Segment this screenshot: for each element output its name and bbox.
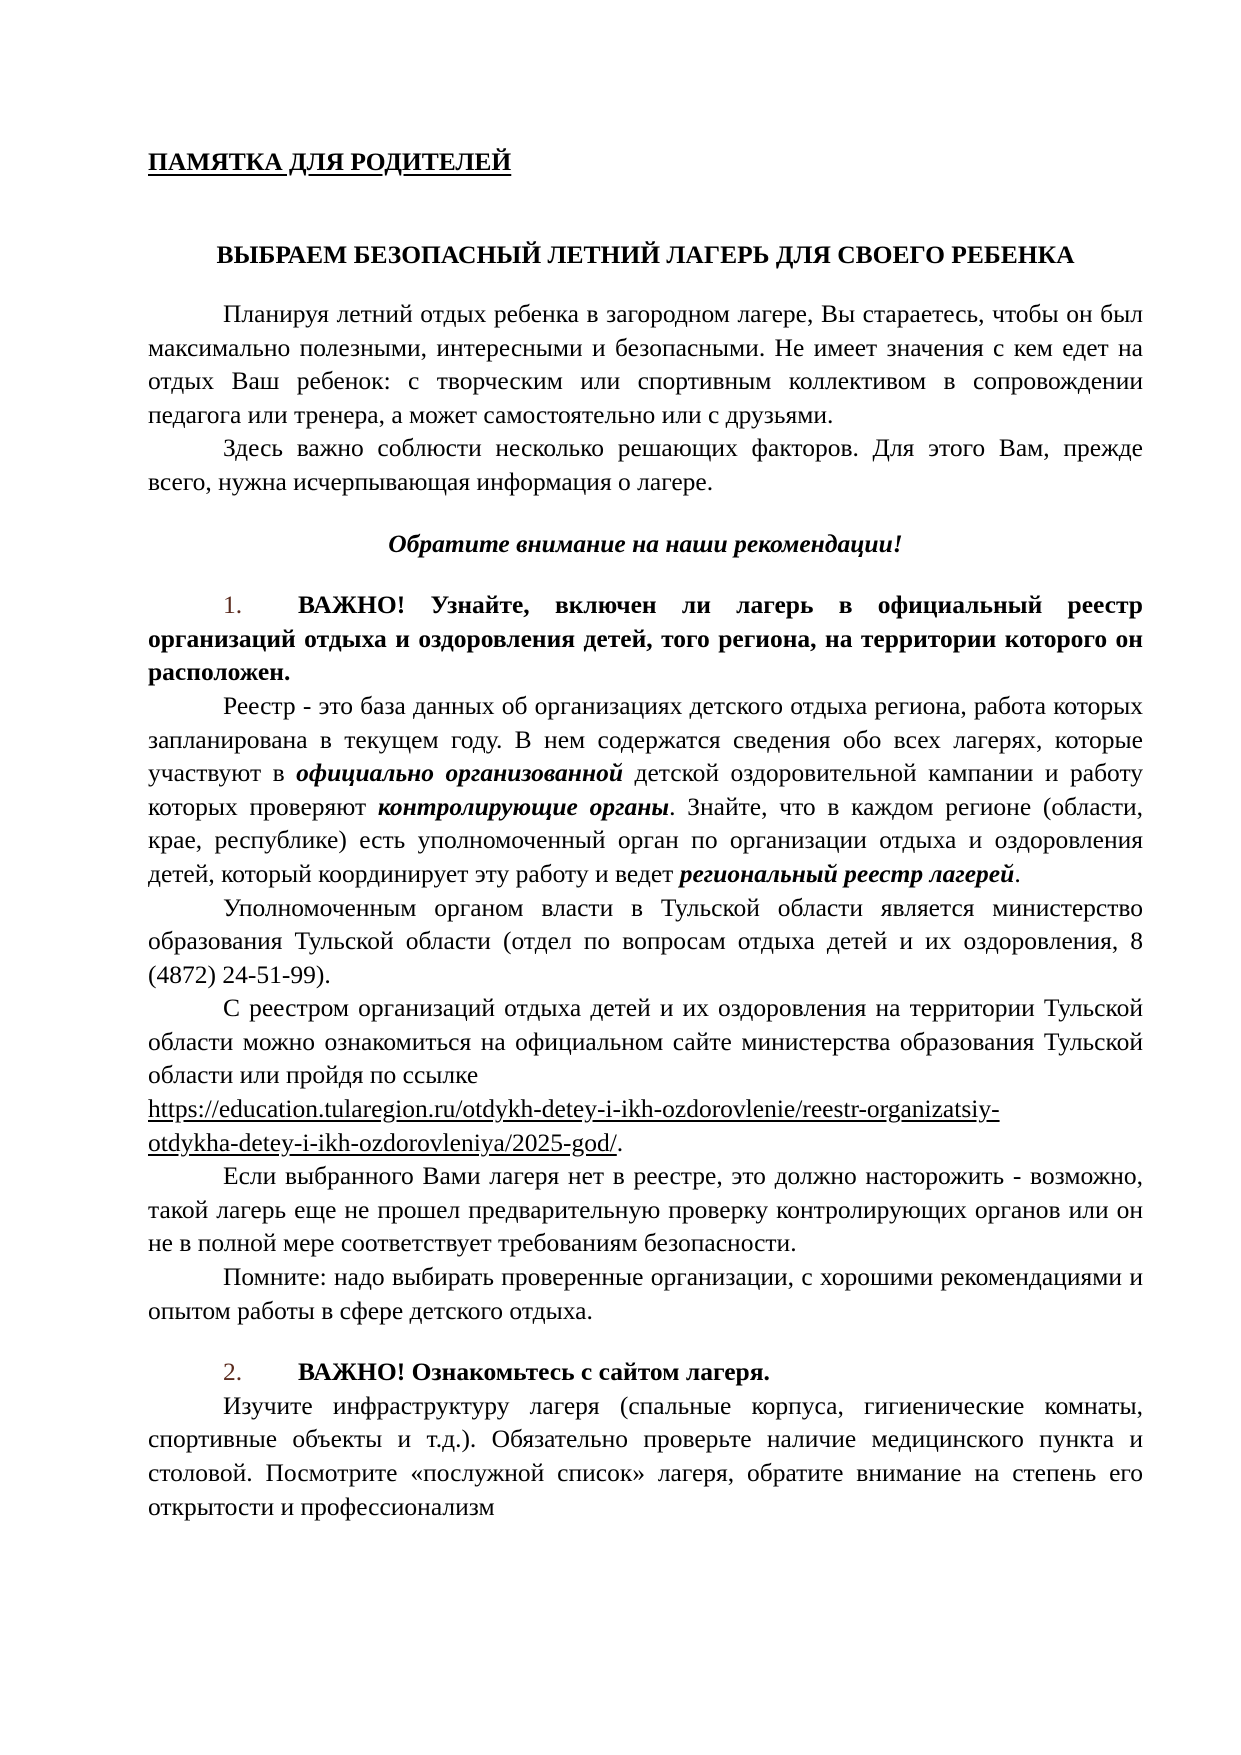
section-number: 2.: [223, 1357, 243, 1387]
section-number: 1.: [223, 590, 243, 620]
text-run: . Знайте, что в каждом регионе (области, крае, республике) есть уполномоченный орган по организации отдыха и оздоровления детей, который координирует эту работу и ведет: [148, 791, 1144, 888]
intro-paragraph: Здесь важно соблюсти несколько решающих факторов. Для этого Вам, прежде всего, нужна исчерпывающая информация о лагере.: [148, 433, 1143, 496]
document-subtitle: ВЫБРАЕМ БЕЗОПАСНЫЙ ЛЕТНИЙ ЛАГЕРЬ ДЛЯ СВОЕГО РЕБЕНКА: [216, 240, 1075, 269]
spacer: [148, 560, 1143, 588]
registry-link-line: [148, 1092, 1143, 1126]
attention-note: Обратите внимание на наши рекомендации!: [388, 528, 903, 558]
website-paragraph: Изучите инфраструктуру лагеря (спальные корпуса, гигиенические комнаты, спортивные объекты и т.д.). Обязательно проверьте наличие медицинского пункта и столовой. Посмотрите «послужной список» лагеря, обратите внимание на степень его открытости и профессионализм: [148, 1390, 1143, 1521]
emphasis-text: контролирующие органы: [377, 791, 670, 821]
reminder-paragraph: Помните: надо выбирать проверенные организации, с хорошими рекомендациями и опытом работы в сфере детского отдыха.: [148, 1262, 1143, 1325]
registry-link[interactable]: https://education.tularegion.ru/otdykh-detey-i-ikh-ozdorovlenie/reestr-organizatsiy-: [148, 1094, 1000, 1124]
text-run: детской оздоровительной кампании и работу которых проверяют: [148, 758, 1144, 821]
text-run: Реестр - это база данных об организациях детского отдыха региона, работа которых запланирована в текущем году. В нем содержатся сведения обо всех лагерях, которые участвуют в: [148, 690, 1143, 788]
spacer: [148, 1327, 1143, 1355]
registry-link-line: [148, 1126, 1143, 1160]
emphasis-text: официально организованной: [296, 758, 624, 788]
document-title: ПАМЯТКА ДЛЯ РОДИТЕЛЕЙ: [148, 147, 512, 176]
intro-paragraph: Планируя летний отдых ребенка в загородном лагере, Вы стараетесь, чтобы он был максимально полезными, интересными и безопасными. Не имеет значения с кем едет на отдых Ваш ребенок: с творческим или спортивным коллективом в сопровождении педагога или тренера, а может самостоятельно или с друзьями.: [148, 299, 1143, 429]
warning-paragraph: Если выбранного Вами лагеря нет в реестре, это должно насторожить - возможно, такой лагерь еще не прошел предварительную проверку контролирующих органов или он не в полной мере соответствует требованиям безопасности.: [148, 1161, 1143, 1258]
section-heading-2: [148, 1355, 1143, 1389]
authority-paragraph: Уполномоченным органом власти в Тульской области является министерство образования Тульской области (отдел по вопросам отдыха детей и их оздоровления, 8 (4872) 24-51-99).: [148, 892, 1143, 989]
registry-link[interactable]: otdykha-detey-i-ikh-ozdorovleniya/2025-god/: [148, 1127, 617, 1157]
section-heading-text: ВАЖНО! Ознакомьтесь с сайтом лагеря.: [298, 1357, 770, 1387]
registry-paragraph: [148, 689, 1143, 891]
section-heading-1: [148, 588, 1143, 689]
section-heading-text: ВАЖНО! Узнайте, включен ли лагерь в официальный реестр организаций отдыха и оздоровления детей, того региона, на территории которого он расположен.: [148, 590, 1143, 687]
text-run: .: [616, 1127, 624, 1157]
text-run: .: [1014, 858, 1021, 888]
registry-link-paragraph: С реестром организаций отдыха детей и их оздоровления на территории Тульской области можно ознакомиться на официальном сайте министерства образования Тульской области или пройдя по ссылке: [148, 993, 1143, 1090]
document-body: [148, 297, 1143, 1523]
emphasis-text: региональный реестр лагерей: [679, 858, 1015, 888]
spacer: [148, 499, 1143, 527]
